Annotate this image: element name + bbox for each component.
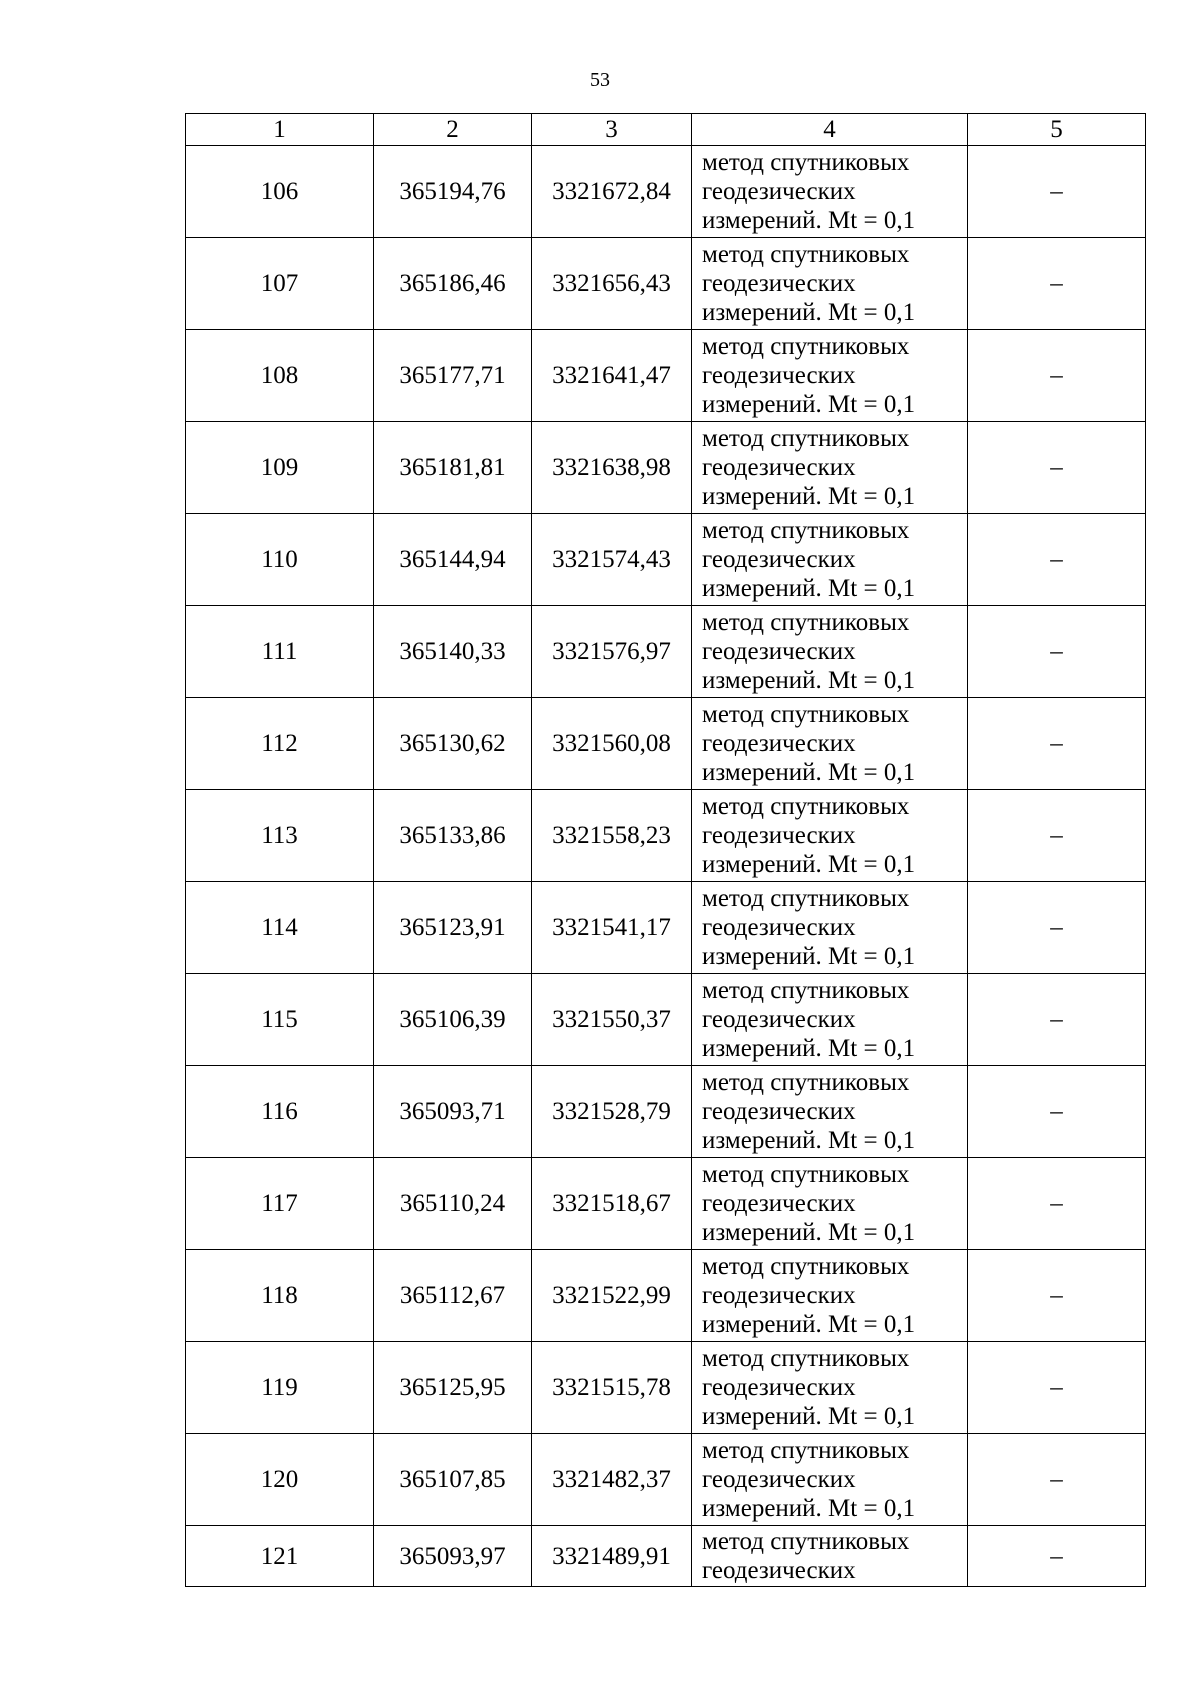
- table-row: [186, 238, 1146, 330]
- error-dash-cell: –: [968, 1158, 1146, 1250]
- column-header-4: 4: [692, 114, 968, 146]
- method-text-line: измерений. Mt = 0,1: [702, 207, 916, 234]
- method-text-line: метод спутниковых: [702, 333, 910, 360]
- error-dash-cell: –: [968, 238, 1146, 330]
- method-text-line: измерений. Mt = 0,1: [702, 759, 916, 786]
- point-number-cell: 118: [186, 1250, 374, 1342]
- y-coordinate-cell: 3321489,91: [532, 1526, 692, 1587]
- x-coordinate-cell: 365106,39: [374, 974, 532, 1066]
- method-text-line: геодезических: [702, 1006, 856, 1033]
- error-dash-cell: –: [968, 514, 1146, 606]
- error-dash-cell: –: [968, 606, 1146, 698]
- y-coordinate-cell: 3321672,84: [532, 146, 692, 238]
- error-dash-cell: –: [968, 974, 1146, 1066]
- method-cell: [692, 790, 968, 882]
- point-number-cell: 107: [186, 238, 374, 330]
- point-number-cell: 114: [186, 882, 374, 974]
- table-row: [186, 146, 1146, 238]
- method-text-line: геодезических: [702, 730, 856, 757]
- header-row: [186, 114, 1146, 146]
- method-text-line: геодезических: [702, 178, 856, 205]
- method-text-line: метод спутниковых: [702, 425, 910, 452]
- method-text-line: метод спутниковых: [702, 701, 910, 728]
- y-coordinate-cell: 3321641,47: [532, 330, 692, 422]
- method-cell: [692, 1158, 968, 1250]
- column-header-2: 2: [374, 114, 532, 146]
- y-coordinate-cell: 3321515,78: [532, 1342, 692, 1434]
- method-text-line: метод спутниковых: [702, 1437, 910, 1464]
- method-text-line: геодезических: [702, 914, 856, 941]
- y-coordinate-cell: 3321482,37: [532, 1434, 692, 1526]
- method-cell: [692, 238, 968, 330]
- method-text-line: метод спутниковых: [702, 241, 910, 268]
- x-coordinate-cell: 365123,91: [374, 882, 532, 974]
- method-text-line: геодезических: [702, 454, 856, 481]
- x-coordinate-cell: 365093,97: [374, 1526, 532, 1587]
- method-cell: [692, 330, 968, 422]
- method-cell: [692, 514, 968, 606]
- x-coordinate-cell: 365140,33: [374, 606, 532, 698]
- method-cell: [692, 1434, 968, 1526]
- point-number-cell: 121: [186, 1526, 374, 1587]
- point-number-cell: 115: [186, 974, 374, 1066]
- y-coordinate-cell: 3321541,17: [532, 882, 692, 974]
- x-coordinate-cell: 365093,71: [374, 1066, 532, 1158]
- method-text-line: геодезических: [702, 362, 856, 389]
- method-text-line: геодезических: [702, 1190, 856, 1217]
- method-text-line: измерений. Mt = 0,1: [702, 299, 916, 326]
- x-coordinate-cell: 365181,81: [374, 422, 532, 514]
- method-text-line: измерений. Mt = 0,1: [702, 943, 916, 970]
- method-cell: [692, 1526, 968, 1587]
- method-text-line: метод спутниковых: [702, 1253, 910, 1280]
- column-header-5: 5: [968, 114, 1146, 146]
- error-dash-cell: –: [968, 1434, 1146, 1526]
- x-coordinate-cell: 365194,76: [374, 146, 532, 238]
- error-dash-cell: –: [968, 790, 1146, 882]
- error-dash-cell: –: [968, 1250, 1146, 1342]
- method-text-line: метод спутниковых: [702, 1069, 910, 1096]
- table-row: [186, 330, 1146, 422]
- method-text-line: метод спутниковых: [702, 1345, 910, 1372]
- point-number-cell: 120: [186, 1434, 374, 1526]
- table-row: [186, 1158, 1146, 1250]
- x-coordinate-cell: 365130,62: [374, 698, 532, 790]
- method-text-line: геодезических: [702, 638, 856, 665]
- table-row: [186, 698, 1146, 790]
- method-text-line: метод спутниковых: [702, 609, 910, 636]
- method-text-line: измерений. Mt = 0,1: [702, 1035, 916, 1062]
- table-row: [186, 1066, 1146, 1158]
- y-coordinate-cell: 3321528,79: [532, 1066, 692, 1158]
- page-number: 53: [590, 69, 610, 91]
- point-number-cell: 117: [186, 1158, 374, 1250]
- method-text-line: метод спутниковых: [702, 1161, 910, 1188]
- method-cell: [692, 146, 968, 238]
- method-text-line: измерений. Mt = 0,1: [702, 483, 916, 510]
- point-number-cell: 106: [186, 146, 374, 238]
- method-text-line: метод спутниковых: [702, 885, 910, 912]
- method-text-line: геодезических: [702, 1557, 856, 1584]
- method-text-line: измерений. Mt = 0,1: [702, 667, 916, 694]
- error-dash-cell: –: [968, 422, 1146, 514]
- table-row: [186, 514, 1146, 606]
- method-cell: [692, 606, 968, 698]
- x-coordinate-cell: 365144,94: [374, 514, 532, 606]
- y-coordinate-cell: 3321560,08: [532, 698, 692, 790]
- method-text-line: геодезических: [702, 546, 856, 573]
- method-text-line: метод спутниковых: [702, 793, 910, 820]
- y-coordinate-cell: 3321656,43: [532, 238, 692, 330]
- column-header-3: 3: [532, 114, 692, 146]
- method-cell: [692, 422, 968, 514]
- table-row: [186, 1434, 1146, 1526]
- point-number-cell: 108: [186, 330, 374, 422]
- x-coordinate-cell: 365125,95: [374, 1342, 532, 1434]
- x-coordinate-cell: 365177,71: [374, 330, 532, 422]
- method-text-line: измерений. Mt = 0,1: [702, 1495, 916, 1522]
- method-text-line: метод спутниковых: [702, 149, 910, 176]
- x-coordinate-cell: 365133,86: [374, 790, 532, 882]
- y-coordinate-cell: 3321550,37: [532, 974, 692, 1066]
- method-text-line: измерений. Mt = 0,1: [702, 1403, 916, 1430]
- method-text-line: геодезических: [702, 1466, 856, 1493]
- method-cell: [692, 1250, 968, 1342]
- method-text-line: измерений. Mt = 0,1: [702, 1311, 916, 1338]
- method-text-line: измерений. Mt = 0,1: [702, 1219, 916, 1246]
- table-row: [186, 1250, 1146, 1342]
- method-cell: [692, 1066, 968, 1158]
- table-row: [186, 790, 1146, 882]
- table-row: [186, 606, 1146, 698]
- table-row: [186, 1526, 1146, 1587]
- method-text-line: геодезических: [702, 1374, 856, 1401]
- column-header-1: 1: [186, 114, 374, 146]
- point-number-cell: 113: [186, 790, 374, 882]
- method-text-line: геодезических: [702, 1098, 856, 1125]
- y-coordinate-cell: 3321638,98: [532, 422, 692, 514]
- method-text-line: измерений. Mt = 0,1: [702, 391, 916, 418]
- x-coordinate-cell: 365186,46: [374, 238, 532, 330]
- y-coordinate-cell: 3321518,67: [532, 1158, 692, 1250]
- table-row: [186, 1342, 1146, 1434]
- point-number-cell: 116: [186, 1066, 374, 1158]
- point-number-cell: 109: [186, 422, 374, 514]
- y-coordinate-cell: 3321558,23: [532, 790, 692, 882]
- method-text-line: измерений. Mt = 0,1: [702, 1127, 916, 1154]
- point-number-cell: 112: [186, 698, 374, 790]
- error-dash-cell: –: [968, 1526, 1146, 1587]
- y-coordinate-cell: 3321522,99: [532, 1250, 692, 1342]
- method-text-line: измерений. Mt = 0,1: [702, 851, 916, 878]
- method-text-line: геодезических: [702, 1282, 856, 1309]
- point-number-cell: 111: [186, 606, 374, 698]
- method-text-line: метод спутниковых: [702, 1528, 910, 1555]
- point-number-cell: 119: [186, 1342, 374, 1434]
- y-coordinate-cell: 3321576,97: [532, 606, 692, 698]
- method-cell: [692, 1342, 968, 1434]
- method-text-line: геодезических: [702, 270, 856, 297]
- error-dash-cell: –: [968, 146, 1146, 238]
- y-coordinate-cell: 3321574,43: [532, 514, 692, 606]
- error-dash-cell: –: [968, 698, 1146, 790]
- method-text-line: метод спутниковых: [702, 977, 910, 1004]
- error-dash-cell: –: [968, 330, 1146, 422]
- table-row: [186, 882, 1146, 974]
- error-dash-cell: –: [968, 1342, 1146, 1434]
- method-text-line: измерений. Mt = 0,1: [702, 575, 916, 602]
- coordinates-table: [185, 113, 1146, 1587]
- method-cell: [692, 698, 968, 790]
- table-row: [186, 422, 1146, 514]
- table-row: [186, 974, 1146, 1066]
- method-text-line: метод спутниковых: [702, 517, 910, 544]
- point-number-cell: 110: [186, 514, 374, 606]
- x-coordinate-cell: 365110,24: [374, 1158, 532, 1250]
- x-coordinate-cell: 365107,85: [374, 1434, 532, 1526]
- x-coordinate-cell: 365112,67: [374, 1250, 532, 1342]
- method-cell: [692, 974, 968, 1066]
- method-cell: [692, 882, 968, 974]
- error-dash-cell: –: [968, 1066, 1146, 1158]
- error-dash-cell: –: [968, 882, 1146, 974]
- method-text-line: геодезических: [702, 822, 856, 849]
